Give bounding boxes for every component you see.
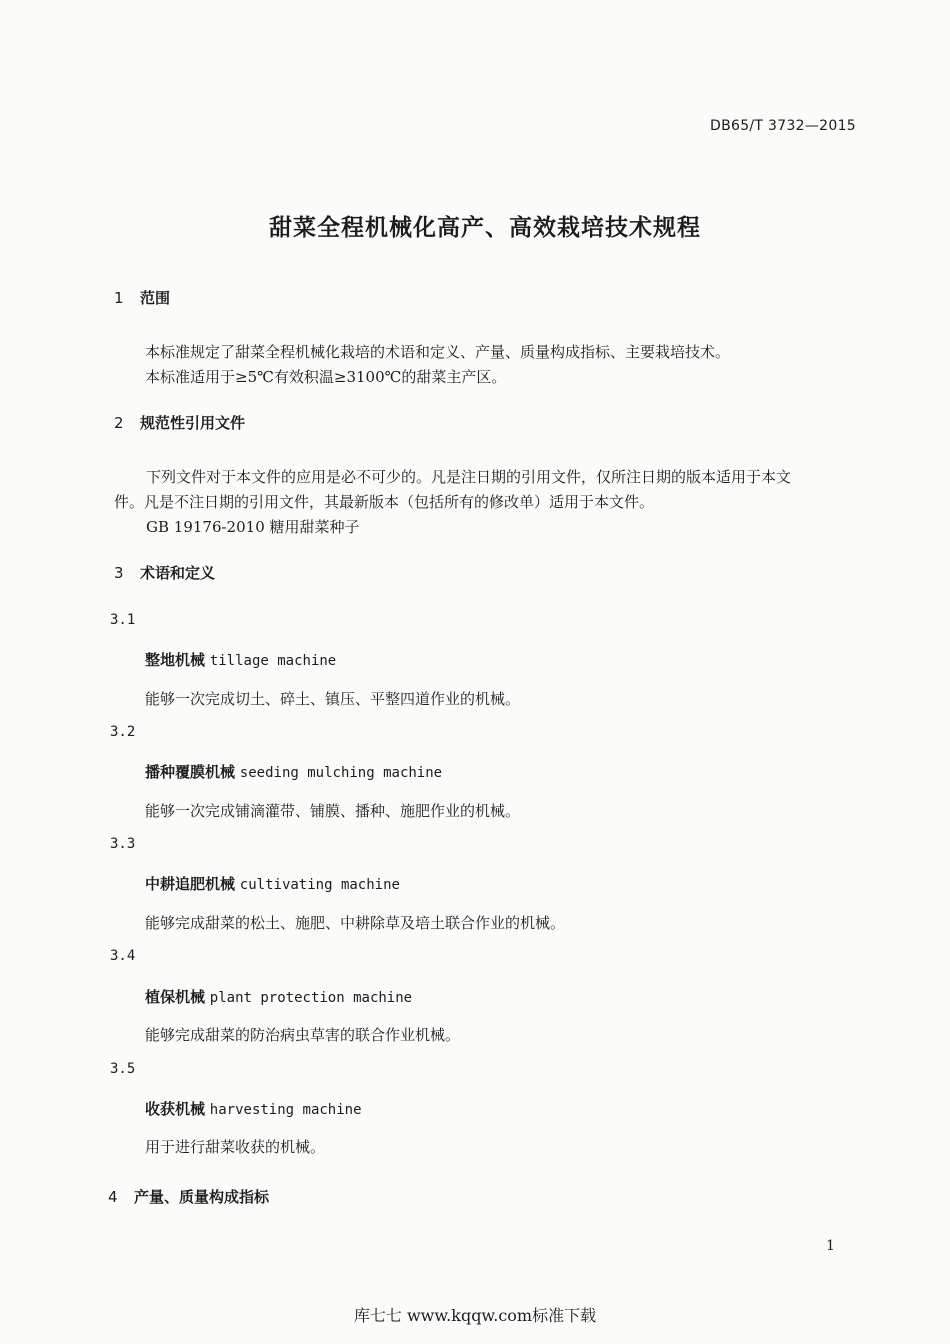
term-definition: 用于进行甜菜收获的机械。 [145,1138,326,1156]
term-english: cultivating machine [239,877,400,893]
term-chinese: 中耕追肥机械 [145,875,236,893]
paragraph: 件。凡是不注日期的引用文件，其最新版本（包括所有的修改单）适用于本文件。 [114,493,655,511]
section-heading-3 [114,562,215,583]
term-chinese: 收获机械 [145,1100,206,1118]
term-definition: 能够完成甜菜的松土、施肥、中耕除草及培土联合作业的机械。 [145,914,566,932]
document-code: DB65/T 3732—2015 [710,118,856,134]
term-definition: 能够一次完成切土、碎土、镇压、平整四道作业的机械。 [145,690,521,708]
document-title: 甜菜全程机械化高产、高效栽培技术规程 [269,215,701,241]
page-number: 1 [826,1238,835,1254]
section-title: 规范性引用文件 [140,414,246,432]
term-english: seeding mulching machine [239,765,443,781]
term-entry [145,761,442,782]
clause-number: 3.1 [110,612,136,628]
clause-number: 3.5 [110,1061,136,1077]
section-number: 4 [108,1188,118,1206]
term-chinese: 整地机械 [145,651,206,669]
section-title: 产量、质量构成指标 [134,1188,270,1206]
term-definition: 能够一次完成铺滴灌带、铺膜、播种、施肥作业的机械。 [145,802,521,820]
section-number: 2 [114,414,124,432]
term-entry [145,649,336,670]
clause-number: 3.4 [110,948,136,964]
clause-number: 3.2 [110,724,136,740]
section-heading-1 [114,287,170,308]
section-title: 范围 [140,289,171,307]
term-entry [145,873,400,894]
term-english: plant protection machine [209,990,413,1006]
paragraph: 本标准适用于≥5℃有效积温≥3100℃的甜菜主产区。 [145,368,507,386]
paragraph: 下列文件对于本文件的应用是必不可少的。凡是注日期的引用文件，仅所注日期的版本适用于本文 [146,468,792,486]
term-definition: 能够完成甜菜的防治病虫草害的联合作业机械。 [145,1026,461,1044]
section-number: 1 [114,289,124,307]
term-english: harvesting machine [209,1102,362,1118]
term-chinese: 播种覆膜机械 [145,763,236,781]
watermark-text: 库七七 www.kqqw.com标准下载 [353,1306,597,1325]
section-heading-2 [114,412,245,433]
term-english: tillage machine [209,653,337,669]
paragraph: 本标准规定了甜菜全程机械化栽培的术语和定义、产量、质量构成指标、主要栽培技术。 [145,343,731,361]
section-number: 3 [114,564,124,582]
term-entry [145,1098,362,1119]
section-title: 术语和定义 [140,564,216,582]
term-entry [145,986,412,1007]
normative-reference: GB 19176-2010 糖用甜菜种子 [146,518,360,536]
clause-number: 3.3 [110,836,136,852]
section-heading-4 [108,1186,269,1207]
term-chinese: 植保机械 [145,988,206,1006]
